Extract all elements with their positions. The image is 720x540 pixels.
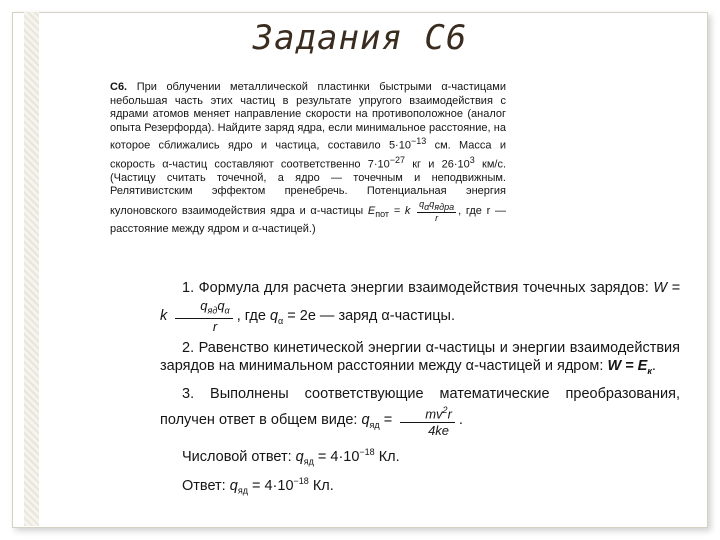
task-text-5: , где r — расстояние между ядром и α-частицей.) [110, 204, 506, 235]
step1-formula: W = k [160, 280, 680, 324]
solution-step-2: 2. Равенство кинетической энергии α-частицы и энергии взаимодействия зарядов на минимальном расстоянии между α-частицей и ядром: $W = E_к$. [160, 340, 680, 376]
coulomb-denominator: r [435, 212, 439, 223]
coulomb-numerator: $q_\alpha q_{ядра}$ [419, 199, 455, 212]
formula-lhs: E [367, 204, 376, 217]
decorative-stripe [24, 12, 39, 526]
task-text-2: см. Масса и скорость α-частиц составляют соответственно 7·10 [110, 140, 506, 171]
task-text-1: При облучении металлической пластинки быстрыми α-частицами небольшая часть этих частиц в результате упругого взаимодействия с ядрами атомов меняет направление скорости на противоположное (аналог опыта Резерфорда). Найдите заряд ядра, если минимальное расстояние, на которое сближались ядро и частица, составило 5·10 [110, 81, 506, 153]
step2-formula: $W = E_к$ [607, 357, 652, 376]
exp-distance: −13 [410, 136, 427, 147]
task-label: С6. [110, 81, 128, 93]
coulomb-fraction [417, 199, 456, 223]
exp-speed: 3 [469, 154, 475, 165]
solution [160, 280, 680, 506]
step3-fraction: $\frac{mv^2r}{4ke}$ [400, 403, 455, 437]
task-text [110, 81, 506, 236]
task-text-4: км/с. (Частицу считать точечной, а ядро — точечным и неподвижным. Релятивистским эффектом пренебречь. Потенциальная энергия кулоновского взаимодействия ядра и α-частицы [110, 158, 506, 217]
step1-fraction: $\frac{q_{яд}q_\alpha}{r}$ [175, 298, 232, 335]
formula-eq: = k [389, 204, 411, 217]
solution-step-1: 1. Формула для расчета энергии взаимодействия точечных зарядов: W = k $\frac{q_{яд}q_\alpha}{r}$ , где $q_\alpha = 2e$ — заряд α-частицы. [160, 280, 680, 335]
exp-mass: −27 [389, 154, 406, 165]
numeric-answer: Числовой ответ: $q_{яд} = 4\cdot 10^{-18}$ Кл. [182, 446, 400, 467]
slide-title: Задания С6 [252, 18, 468, 58]
final-answer: Ответ: $q_{яд} = 4\cdot 10^{-18}$ Кл. [182, 476, 334, 496]
formula-sub: пот [375, 209, 390, 220]
task-text-3: кг и 26·10 [405, 158, 470, 171]
solution-step-3: 3. Выполнены соответствующие математические преобразования, получен ответ в общем виде: $q_{яд}$ = $\frac{mv^2r}{4ke}$ . [160, 385, 680, 438]
